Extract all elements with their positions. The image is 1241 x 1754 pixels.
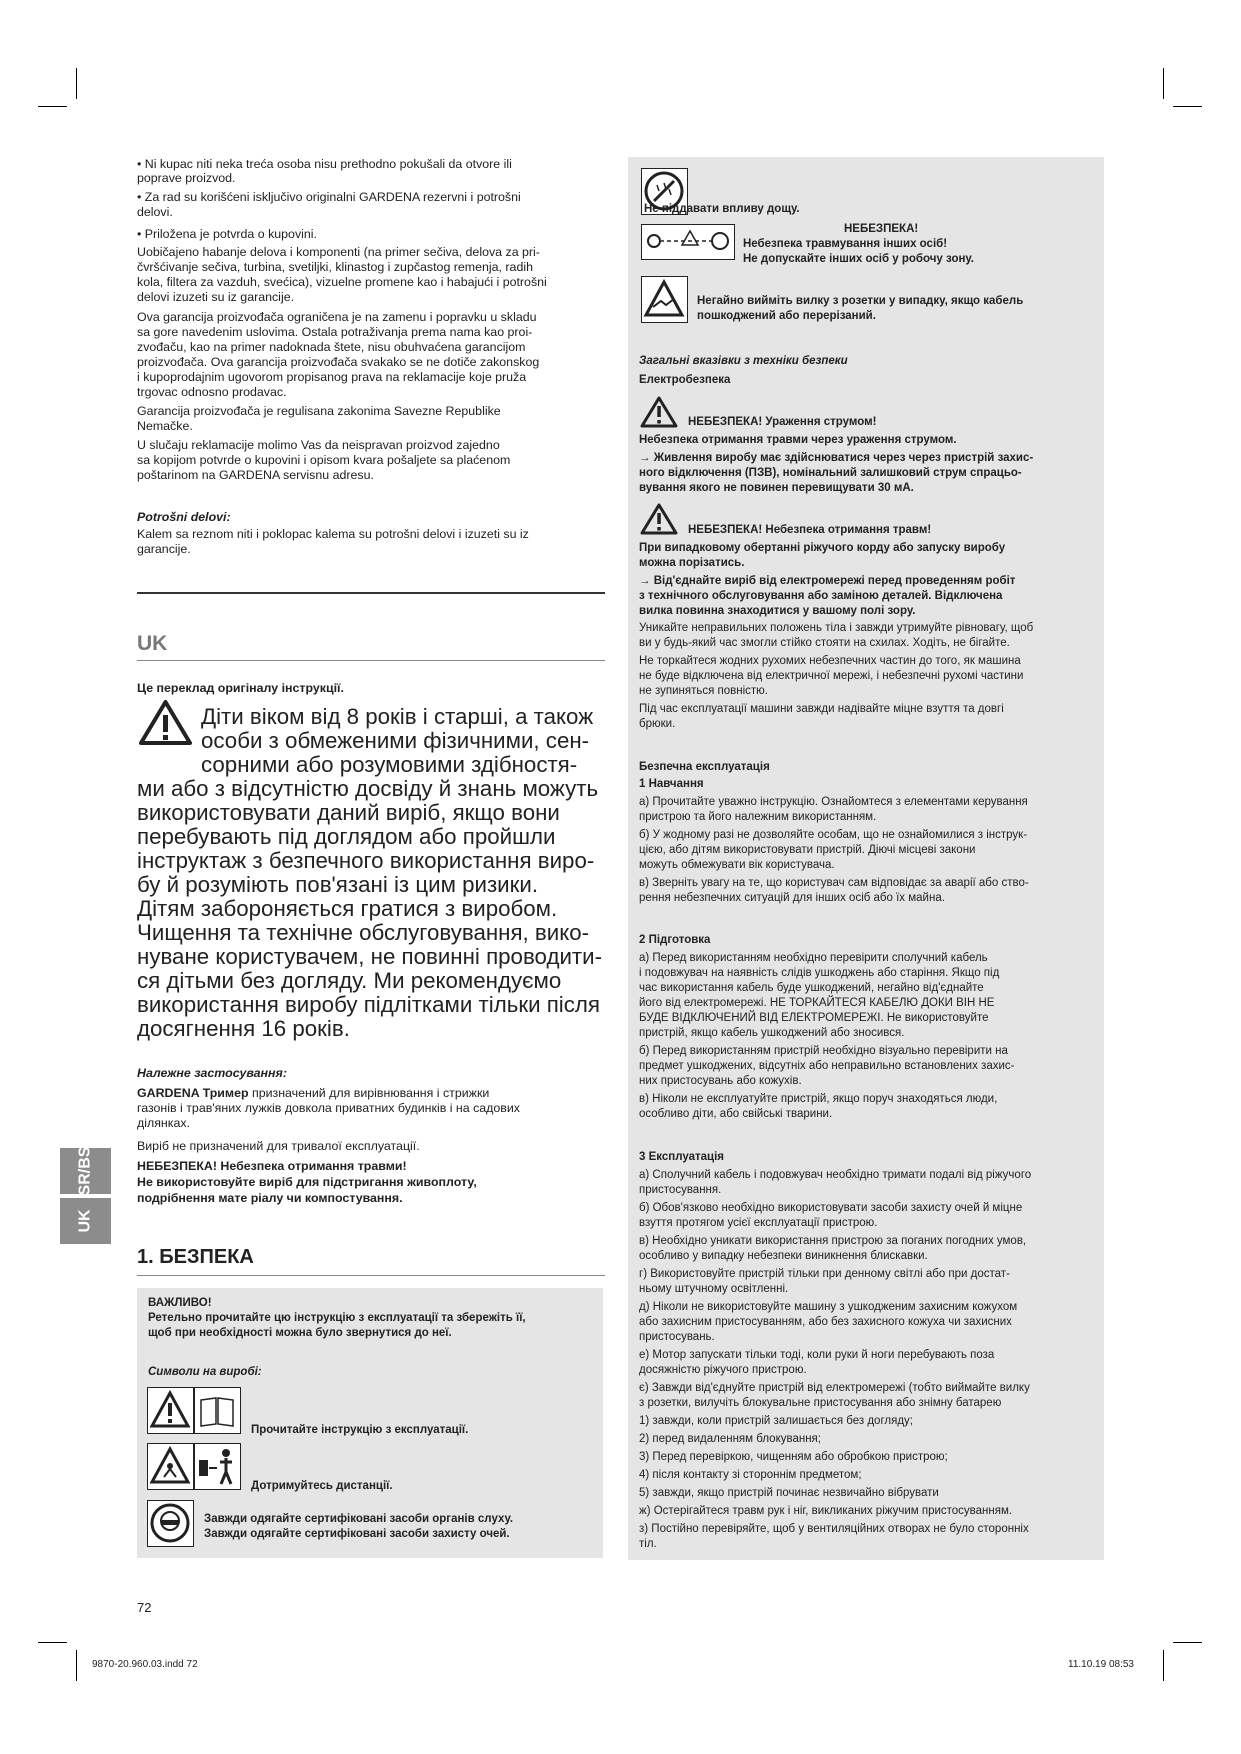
symbols-title: Символи на виробі: bbox=[148, 1366, 262, 1378]
tab-sr-bs[interactable]: SR/BS bbox=[60, 1148, 111, 1194]
damaged-cable-icon bbox=[641, 276, 688, 323]
operation-item: ньому штучному освітленні. bbox=[639, 1283, 789, 1295]
preparation-item: них пристосувань або кожухів. bbox=[639, 1075, 802, 1087]
important-text: щоб при необхідності можна було звернутися до неї. bbox=[148, 1327, 452, 1339]
proper-use-title: Належне застосування: bbox=[137, 1066, 287, 1080]
thrown-objects-icon bbox=[147, 1443, 194, 1490]
crop-mark bbox=[38, 1642, 67, 1643]
posture-text: ви у будь-який час змогли стійко стояти на схилах. Ходіть, не бігайте. bbox=[639, 637, 1010, 649]
symbol-distance-text: Дотримуйтесь дистанції. bbox=[251, 1480, 393, 1492]
injury-text: → Від'єднайте виріб від електромережі перед проведенням робіт bbox=[639, 575, 1016, 587]
warranty-text: sa gore navedenim uslovima. Ostala potraživanja prema nama kao proi- bbox=[137, 325, 533, 339]
danger-line: НЕБЕЗПЕКА! Небезпека отримання травми! bbox=[137, 1159, 407, 1173]
children-warning: нуване користувачем, не повинні проводити- bbox=[137, 944, 603, 969]
third-party-danger-icon bbox=[641, 224, 735, 260]
operation-item: б) Обов'язково необхідно використовувати засоби захисту очей й міцне bbox=[639, 1202, 1023, 1214]
injury-title: НЕБЕЗПЕКА! Небезпека отримання травм! bbox=[688, 524, 932, 536]
operation-item: з розетки, вилучіть блокувальне пристосування або знімну батарею bbox=[639, 1397, 1002, 1409]
preparation-item: в) Ніколи не експлуатуйте пристрій, якщо поруч знаходяться люди, bbox=[639, 1093, 998, 1105]
consumables-title: Potrošni delovi: bbox=[137, 510, 231, 524]
tab-uk[interactable]: UK bbox=[60, 1198, 111, 1244]
warranty-text: sa kopijom potvrde o kupovini i opisom kvara pošaljete sa plaćenom bbox=[137, 453, 511, 467]
children-warning: ми або з відсутністю досвіду й знань можуть bbox=[137, 776, 599, 801]
preparation-item: пристрій, якщо кабель ушкоджений або зносився. bbox=[639, 1027, 905, 1039]
shock-title: НЕБЕЗПЕКА! Ураження струмом! bbox=[688, 416, 877, 428]
preparation-item: б) Перед використанням пристрій необхідно візуально перевірити на bbox=[639, 1045, 1008, 1057]
children-warning: бу й розуміють пов'язані із цим ризики. bbox=[137, 872, 539, 897]
operation-item: е) Мотор запускати тільки тоді, коли руки й ноги перебувають поза bbox=[639, 1349, 995, 1361]
training-item: рення небезпечних ситуацій для інших осіб або їх майна. bbox=[639, 892, 945, 904]
training-item: в) Зверніть увагу на те, що користувач сам відповідає за аварії або ство- bbox=[639, 877, 1029, 889]
consumables-text: Kalem sa reznom niti i poklopac kalema su potrošni delovi i izuzeti su iz bbox=[137, 527, 529, 541]
children-warning: використовувати даний виріб, якщо вони bbox=[137, 800, 560, 825]
injury-text: При випадковому обертанні ріжучого корду або запуску виробу bbox=[639, 542, 1006, 554]
operation-item: 4) після контакту зі стороннім предметом; bbox=[639, 1469, 862, 1481]
warranty-text: Garancija proizvođača je regulisana zakonima Savezne Republike bbox=[137, 404, 501, 418]
injury-text: вилка повинна знаходитися у вашому полі зору. bbox=[639, 605, 916, 617]
warranty-text: delovi izuzeti su iz garancije. bbox=[137, 290, 295, 304]
warranty-text: proizvođača. Ova garancija proizvođača svakako se ne dotiče zakonskog bbox=[137, 355, 540, 369]
crop-mark bbox=[1163, 68, 1164, 99]
warranty-bullet: delovi. bbox=[137, 205, 173, 219]
children-warning: інструктаж з безпечного використання виро- bbox=[137, 848, 595, 873]
preparation-item: БУДЕ ВІДКЛЮЧЕНИЙ ВІД ЕЛЕКТРОМЕРЕЖІ. Не використовуйте bbox=[639, 1012, 989, 1024]
warranty-text: Uobičajeno habanje delova i komponenti (na primer sečiva, delova za pri- bbox=[137, 245, 540, 259]
children-warning: сорними або розумовими здібностя- bbox=[201, 752, 578, 777]
danger-title: НЕБЕЗПЕКА! bbox=[844, 223, 919, 235]
print-datetime: 11.10.19 08:53 bbox=[1068, 1659, 1134, 1670]
children-warning: особи з обмеженими фізичними, сен- bbox=[201, 728, 590, 753]
training-item: пристрою та його належним використанням. bbox=[639, 811, 877, 823]
children-warning: ся дітьми без догляду. Ми рекомендуємо bbox=[137, 968, 562, 993]
children-warning: досягнення 16 років. bbox=[137, 1016, 350, 1041]
safe-operation-title: Безпечна експлуатація bbox=[639, 761, 770, 773]
crop-mark bbox=[76, 68, 77, 99]
preparation-item: час використання кабель буде ушкоджений, негайно від'єднайте bbox=[639, 982, 984, 994]
warranty-text: trgovac odnosno prodavac. bbox=[137, 385, 287, 399]
crop-mark bbox=[1163, 1650, 1164, 1681]
operation-item: г) Використовуйте пристрій тільки при денному світлі або при достат- bbox=[639, 1268, 1010, 1280]
heading-rule bbox=[137, 1275, 605, 1276]
warranty-text: čvršćivanje sečiva, turbina, svetiljki, klinastog i zupčastog remenja, radih bbox=[137, 260, 533, 274]
danger-others-text: Небезпека травмування інших осіб! bbox=[743, 238, 948, 250]
training-item: а) Прочитайте уважно інструкцію. Ознайомтеся з елементами керування bbox=[639, 796, 1028, 808]
warranty-text: Nemačke. bbox=[137, 419, 193, 433]
posture-text: брюки. bbox=[639, 718, 676, 730]
danger-line: Не використовуйте виріб для підстригання живоплоту, bbox=[137, 1175, 477, 1189]
children-warning: Чищення та технічне обслуговування, вико- bbox=[137, 920, 590, 945]
not-intended-text: Виріб не призначений для тривалої експлуатації. bbox=[137, 1139, 420, 1153]
keep-distance-icon bbox=[194, 1443, 241, 1490]
operation-item: ж) Остерігайтеся травм рук і ніг, викликаних ріжучим пристосуванням. bbox=[639, 1505, 1013, 1517]
operation-item: 2) перед видаленням блокування; bbox=[639, 1433, 821, 1445]
warranty-text: zvođaču, kao na primer nadoknada štete, nisu obuhvaćena garancijom bbox=[137, 340, 526, 354]
training-item: можуть обмежувати вік користувача. bbox=[639, 859, 835, 871]
brand-name: GARDENA Тример bbox=[137, 1086, 249, 1100]
proper-use-line: призначений для вирівнювання і стрижки bbox=[248, 1086, 490, 1100]
operation-item: 5) завжди, якщо пристрій починає незвичайно вібрувати bbox=[639, 1487, 939, 1499]
operation-item: д) Ніколи не використовуйте машину з ушкодженим захисним кожухом bbox=[639, 1301, 1018, 1313]
preparation-item: і подовжувач на наявність слідів ушкоджень або старіння. Якщо під bbox=[639, 967, 1000, 979]
crop-mark bbox=[76, 1650, 77, 1681]
posture-text: не буде відключена від електричної мережі, і небезпечні рухомі частини bbox=[639, 670, 1024, 682]
injury-text: з технічного обслуговування або заміною деталей. Відключена bbox=[639, 590, 1003, 602]
children-warning: Дітям забороняється гратися з виробом. bbox=[137, 896, 558, 921]
important-text: Ретельно прочитайте цю інструкцію з експлуатації та збережіть її, bbox=[148, 1312, 526, 1324]
general-title: Загальні вказівки з техніки безпеки bbox=[639, 355, 848, 367]
warranty-text: Ova garancija proizvođača ograničena je na zamenu i popravku u skladu bbox=[137, 310, 537, 324]
operation-item: пристосування. bbox=[639, 1184, 722, 1196]
uk-heading: UK bbox=[137, 632, 168, 655]
shock-text: ного відключення (ПЗВ), номінальний залишковий струм спрацьо- bbox=[639, 467, 1022, 479]
children-warning: використання виробу підлітками тільки після bbox=[137, 992, 600, 1017]
operation-item: 3) Перед перевіркою, чищенням або обробкою пристрою; bbox=[639, 1451, 948, 1463]
operation-item: в) Необхідно уникати використання пристрою за поганих погодних умов, bbox=[639, 1235, 1027, 1247]
preparation-item: предмет ушкоджених, відсутніх або неправильно встановлених захис- bbox=[639, 1060, 1015, 1072]
proper-use-line: газонів і трав'яних лужків довкола приватних будинків і на садових bbox=[137, 1101, 521, 1115]
posture-text: не зупиняться повністю. bbox=[639, 685, 768, 697]
unplug-text: пошкоджений або перерізаний. bbox=[697, 310, 876, 322]
operation-item: з) Постійно перевіряйте, щоб у вентиляційних отворах не було сторонніх bbox=[639, 1523, 1029, 1535]
operation-item: а) Сполучний кабель і подовжувач необхідно тримати подалі від ріжучого bbox=[639, 1169, 1032, 1181]
protective-gear-icon bbox=[147, 1500, 194, 1547]
posture-text: Уникайте неправильних положень тіла і завжди утримуйте рівновагу, щоб bbox=[639, 622, 1034, 634]
crop-mark bbox=[38, 106, 67, 107]
electric-title: Електробезпека bbox=[639, 374, 731, 386]
file-name: 9870-20.960.03.indd 72 bbox=[92, 1659, 198, 1670]
warranty-text: i kupoprodajnim ugovorom propisanog prava na reklamacije koje pruža bbox=[137, 370, 527, 384]
crop-mark bbox=[1173, 106, 1202, 107]
proper-use-text bbox=[137, 1086, 489, 1101]
children-warning: Діти віком від 8 років і старші, а також bbox=[201, 704, 594, 729]
operation-item: тіл. bbox=[639, 1538, 657, 1550]
warranty-text: U slučaju reklamacije molimo Vas da neispravan proizvod zajedno bbox=[137, 438, 500, 452]
unplug-text: Негайно вийміть вилку з розетки у випадку, якщо кабель bbox=[697, 295, 1024, 307]
warning-symbol-icon bbox=[147, 1387, 194, 1434]
danger-line: подрібнення мате ріалу чи компостування. bbox=[137, 1191, 403, 1205]
danger-others-text: Не допускайте інших осіб у робочу зону. bbox=[743, 253, 974, 265]
section-operation-title: 3 Експлуатація bbox=[639, 1151, 725, 1163]
preparation-item: його від електромережі. НЕ ТОРКАЙТЕСЯ КАБЕЛЮ ДОКИ ВІН НЕ bbox=[639, 997, 995, 1009]
operation-item: або захисним пристосуванням, або без захисного кожуха чи захисних bbox=[639, 1316, 1012, 1328]
shock-text: Небезпека отримання травми через ураження струмом. bbox=[639, 434, 957, 446]
section-training-title: 1 Навчання bbox=[639, 778, 704, 790]
warranty-bullet: • Za rad su korišćeni isključivo originalni GARDENA rezervni i potrošni bbox=[137, 190, 521, 204]
training-item: б) У жодному разі не дозволяйте особам, що не ознайомилися з інструк- bbox=[639, 829, 1028, 841]
heading-rule bbox=[137, 660, 605, 661]
posture-text: Не торкайтеся жодних рухомих небезпечних частин до того, як машина bbox=[639, 655, 1021, 667]
warning-triangle-icon bbox=[640, 395, 678, 428]
page-number: 72 bbox=[137, 1600, 152, 1615]
proper-use-line: ділянках. bbox=[137, 1116, 190, 1130]
shock-text: → Живлення виробу має здійснюватися через через пристрій захис- bbox=[639, 452, 1034, 464]
manual-book-icon bbox=[194, 1387, 241, 1434]
symbol-read-text: Прочитайте інструкцію з експлуатації. bbox=[251, 1424, 469, 1436]
operation-item: 1) завжди, коли пристрій залишається без догляду; bbox=[639, 1415, 913, 1427]
consumables-text: garancije. bbox=[137, 542, 191, 556]
operation-item: досяжністю ріжучого пристрою. bbox=[639, 1364, 807, 1376]
symbol-protection-text: Завжди одягайте сертифіковані засоби захисту очей. bbox=[204, 1528, 510, 1540]
crop-mark bbox=[1173, 1642, 1202, 1643]
training-item: цією, або дітям використовувати пристрій. Діючі місцеві закони bbox=[639, 844, 976, 856]
preparation-item: а) Перед використанням необхідно перевірити сполучний кабель bbox=[639, 952, 988, 964]
warning-triangle-icon bbox=[640, 502, 678, 535]
injury-text: можна порізатись. bbox=[639, 557, 745, 569]
shock-text: вування якого не повинен перевищувати 30 мА. bbox=[639, 482, 914, 494]
symbol-protection-text: Завжди одягайте сертифіковані засоби органів слуху. bbox=[204, 1513, 514, 1525]
operation-item: є) Завжди від'єднуйте пристрій від електромережі (тобто виймайте вилку bbox=[639, 1382, 1030, 1394]
warranty-bullet: poprave proizvod. bbox=[137, 171, 236, 185]
warning-triangle-icon bbox=[139, 699, 192, 746]
section-preparation-title: 2 Підготовка bbox=[639, 934, 711, 946]
operation-item: пристосувань. bbox=[639, 1331, 715, 1343]
warranty-bullet: • Ni kupac niti neka treća osoba nisu prethodno pokušali da otvore ili bbox=[137, 157, 512, 171]
warranty-text: poštarinom na GARDENA servisnu adresu. bbox=[137, 468, 374, 482]
warranty-bullet: • Priložena je potvrda o kupovini. bbox=[137, 227, 317, 241]
children-warning: перебувають під доглядом або пройшли bbox=[137, 824, 556, 849]
safety-heading: 1. БЕЗПЕКА bbox=[137, 1246, 254, 1268]
posture-text: Під час експлуатації машини завжди надівайте міцне взуття та довгі bbox=[639, 703, 1004, 715]
operation-item: особливо у випадку небезпеки виникнення блискавки. bbox=[639, 1250, 928, 1262]
preparation-item: особливо діти, або свійські тварини. bbox=[639, 1108, 833, 1120]
important-title: ВАЖЛИВО! bbox=[148, 1297, 212, 1309]
rain-warning: Не піддавати впливу дощу. bbox=[644, 203, 800, 215]
translation-note: Це переклад оригіналу інструкції. bbox=[137, 681, 344, 695]
warranty-text: kola, filtera za vazduh, svećica), vizuelne promene kao i habajući i potrošni bbox=[137, 275, 547, 289]
section-divider bbox=[137, 592, 605, 594]
operation-item: взуття протягом усієї експлуатації пристрою. bbox=[639, 1217, 878, 1229]
